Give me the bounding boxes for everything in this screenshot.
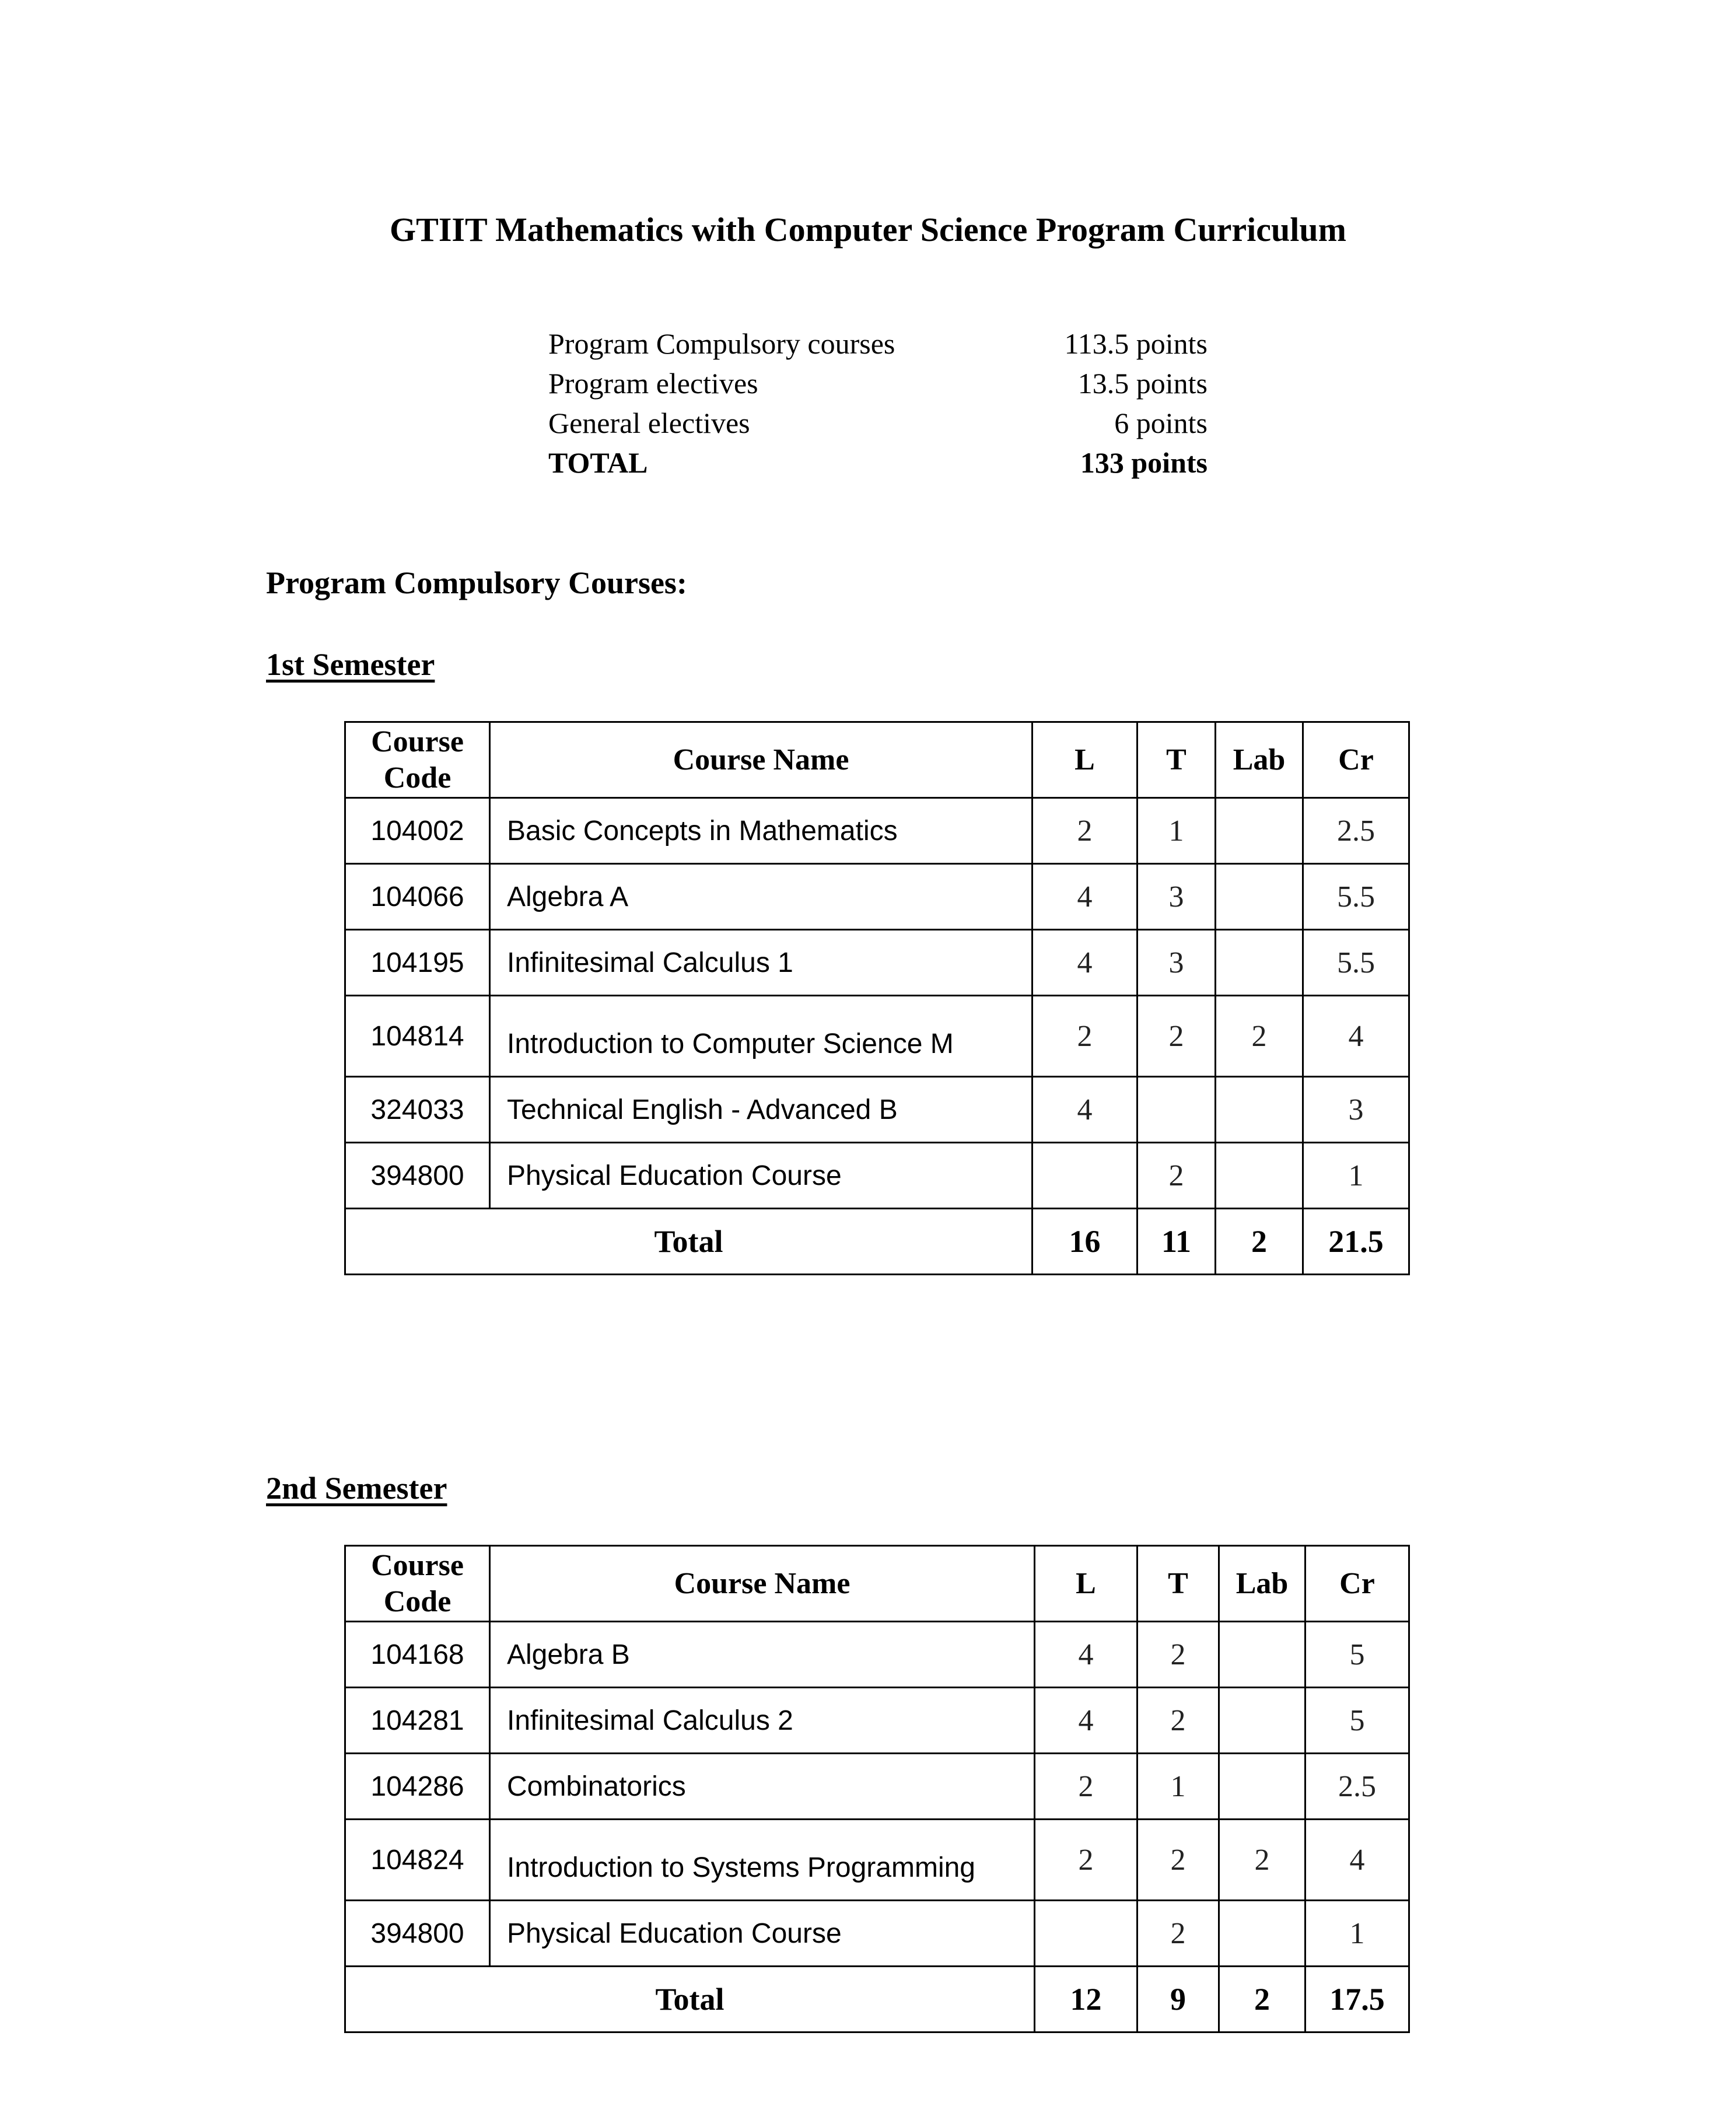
course-code: 394800 [345,1143,490,1209]
table-row [345,1688,1409,1754]
table-row [345,1820,1409,1901]
total-label: Total [345,1967,1035,2032]
tutorial-hours: 2 [1138,996,1216,1077]
course-name: Introduction to Systems Programming [490,1820,1035,1901]
lab-hours [1216,1077,1303,1143]
credits: 3 [1303,1077,1409,1143]
total-lab-hours: 2 [1216,1209,1303,1275]
table-header-row [345,1546,1409,1622]
course-name: Combinatorics [490,1754,1035,1820]
credits: 5.5 [1303,864,1409,930]
total-label: Total [345,1209,1032,1275]
tutorial-hours: 1 [1138,1754,1219,1820]
course-code: 104168 [345,1622,490,1688]
semester-1-table [344,721,1410,1275]
table-row [345,798,1409,864]
total-lecture-hours: 12 [1035,1967,1138,2032]
course-name: Introduction to Computer Science M [490,996,1032,1077]
semester-1-heading: 1st Semester [266,647,435,682]
summary-total-row [548,443,1208,482]
table-total-row [345,1209,1409,1275]
course-name: Infinitesimal Calculus 2 [490,1688,1035,1754]
table-row [345,864,1409,930]
credits: 1 [1306,1901,1409,1967]
header-course-code: Course Code [345,722,490,798]
course-code: 104066 [345,864,490,930]
lecture-hours: 4 [1035,1688,1138,1754]
lecture-hours: 2 [1032,798,1138,864]
course-code: 104824 [345,1820,490,1901]
summary-points: 6 points [1114,407,1208,439]
header-lab: Lab [1216,722,1303,798]
course-code: 104286 [345,1754,490,1820]
header-t: T [1138,722,1216,798]
course-name: Physical Education Course [490,1143,1032,1209]
header-cr: Cr [1306,1546,1409,1622]
course-code: 394800 [345,1901,490,1967]
lecture-hours: 2 [1032,996,1138,1077]
tutorial-hours: 2 [1138,1901,1219,1967]
summary-label: Program Compulsory courses [548,327,895,360]
table-row [345,1754,1409,1820]
course-code: 324033 [345,1077,490,1143]
lab-hours [1216,864,1303,930]
table-row [345,930,1409,996]
table-header-row [345,722,1409,798]
summary-row [548,363,1208,403]
credits: 1 [1303,1143,1409,1209]
summary-points: 13.5 points [1077,367,1208,400]
lab-hours: 2 [1216,996,1303,1077]
total-tutorial-hours: 11 [1138,1209,1216,1275]
lab-hours [1216,1143,1303,1209]
course-name: Physical Education Course [490,1901,1035,1967]
lecture-hours: 4 [1035,1622,1138,1688]
page-title: GTIIT Mathematics with Computer Science Program Curriculum [390,211,1346,249]
tutorial-hours: 2 [1138,1820,1219,1901]
lecture-hours [1032,1143,1138,1209]
header-course-code: Course Code [345,1546,490,1622]
credits: 4 [1303,996,1409,1077]
table-row [345,1143,1409,1209]
lecture-hours: 4 [1032,864,1138,930]
credits: 5.5 [1303,930,1409,996]
credits: 2.5 [1306,1754,1409,1820]
lab-hours [1219,1901,1306,1967]
total-lab-hours: 2 [1219,1967,1306,2032]
course-code: 104002 [345,798,490,864]
total-credits: 17.5 [1306,1967,1409,2032]
credits: 5 [1306,1688,1409,1754]
table-row [345,1901,1409,1967]
header-course-name: Course Name [490,1546,1035,1622]
course-name: Infinitesimal Calculus 1 [490,930,1032,996]
tutorial-hours [1138,1077,1216,1143]
tutorial-hours: 3 [1138,864,1216,930]
course-name: Algebra A [490,864,1032,930]
table-row [345,1622,1409,1688]
summary-total-label: TOTAL [548,446,648,479]
header-cr: Cr [1303,722,1409,798]
summary-points: 113.5 points [1064,327,1208,360]
total-credits: 21.5 [1303,1209,1409,1275]
header-course-name: Course Name [490,722,1032,798]
course-name: Basic Concepts in Mathematics [490,798,1032,864]
table-row [345,996,1409,1077]
header-lab: Lab [1219,1546,1306,1622]
header-l: L [1035,1546,1138,1622]
lab-hours [1219,1688,1306,1754]
semester-2-table [344,1545,1410,2033]
lab-hours: 2 [1219,1820,1306,1901]
semester-2-heading: 2nd Semester [266,1471,447,1506]
credits: 5 [1306,1622,1409,1688]
course-name: Algebra B [490,1622,1035,1688]
lab-hours [1219,1622,1306,1688]
summary-total-points: 133 points [1080,446,1208,479]
tutorial-hours: 2 [1138,1622,1219,1688]
summary-row [548,324,1208,363]
tutorial-hours: 3 [1138,930,1216,996]
tutorial-hours: 2 [1138,1143,1216,1209]
header-t: T [1138,1546,1219,1622]
credits: 4 [1306,1820,1409,1901]
tutorial-hours: 2 [1138,1688,1219,1754]
lecture-hours: 2 [1035,1754,1138,1820]
table-total-row [345,1967,1409,2032]
lab-hours [1216,930,1303,996]
header-l: L [1032,722,1138,798]
table-row [345,1077,1409,1143]
course-code: 104195 [345,930,490,996]
total-lecture-hours: 16 [1032,1209,1138,1275]
lecture-hours: 2 [1035,1820,1138,1901]
lecture-hours: 4 [1032,1077,1138,1143]
section-heading: Program Compulsory Courses: [266,565,687,600]
course-name: Technical English - Advanced B [490,1077,1032,1143]
course-code: 104814 [345,996,490,1077]
points-summary [548,324,1208,482]
lecture-hours: 4 [1032,930,1138,996]
tutorial-hours: 1 [1138,798,1216,864]
credits: 2.5 [1303,798,1409,864]
lab-hours [1216,798,1303,864]
lab-hours [1219,1754,1306,1820]
summary-label: General electives [548,407,750,439]
course-code: 104281 [345,1688,490,1754]
total-tutorial-hours: 9 [1138,1967,1219,2032]
summary-row [548,403,1208,443]
summary-label: Program electives [548,367,758,400]
lecture-hours [1035,1901,1138,1967]
